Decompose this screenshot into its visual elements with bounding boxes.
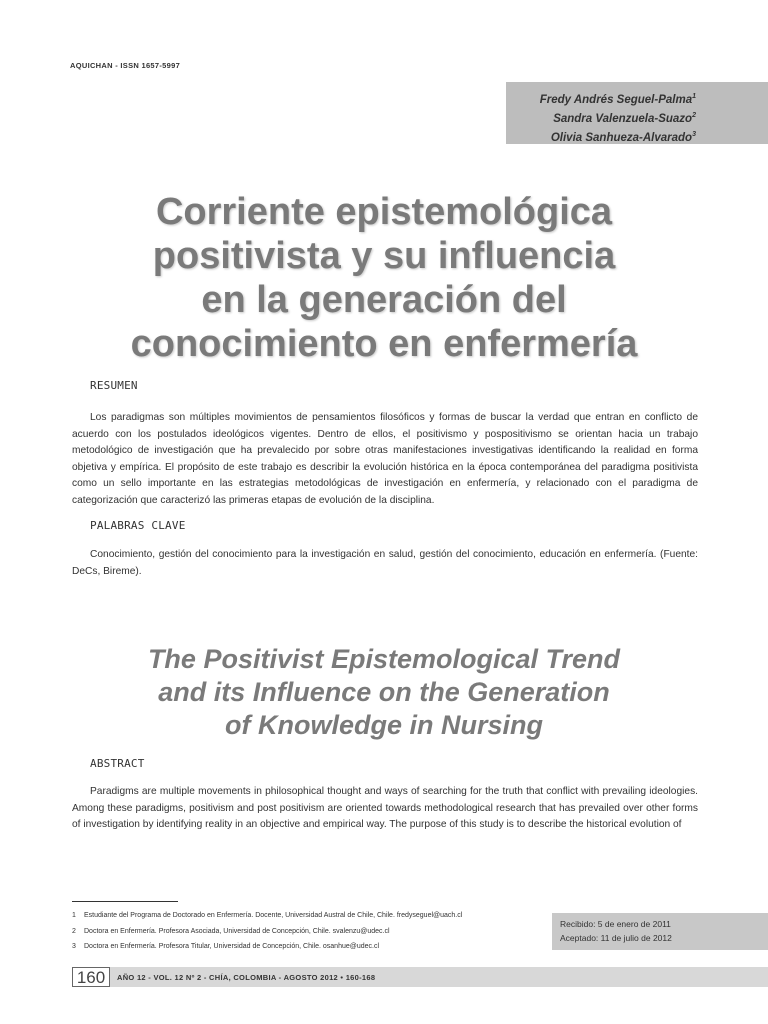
footnote: 1 Estudiante del Programa de Doctorado en Enfermería. Docente, Universidad Austral de Chile, Chile. fredyseguel@uach.cl (72, 912, 463, 919)
author-2: Sandra Valenzuela-Suazo$^2$ (553, 111, 696, 125)
footnote: 3 Doctora en Enfermería. Profesora Titular, Universidad de Concepción, Chile. osanhue@udec.cl (72, 943, 380, 950)
title-en-line: and its Influence on the Generation (158, 677, 610, 707)
title-es-line: Corriente epistemológica (155, 191, 613, 233)
title-en-line: of Knowledge in Nursing (225, 710, 543, 740)
resumen-label: RESUMEN (90, 379, 138, 392)
abstract-text: Paradigms are multiple movements in philosophical thought and ways of searching for the truth that conflict with prevailing ideologies. Among these paradigms, positivism and post positivism are oriented towards methodological research that has prevailed over other forms of investigation by identifying reality in an objective and empirical way. The purpose of this study is to describe the historical evolution of (72, 786, 698, 830)
journal-issn: AQUICHAN - ISSN 1657-5997 (70, 61, 181, 70)
author-list (540, 89, 696, 145)
keywords-text: Conocimiento, gestión del conocimiento para la investigación en salud, gestión del conocimiento, educación en enfermería. (Fuente: DeCs, Bireme). (72, 549, 698, 577)
title-english (72, 643, 696, 742)
footnote: 2 Doctora en Enfermería. Profesora Asociada, Universidad de Concepción, Chile. svalenzu@udec.cl (72, 927, 390, 935)
accepted-date: Aceptado: 11 de julio de 2012 (560, 932, 672, 943)
footnotes (72, 908, 542, 955)
title-es-line: positivista y su influencia (152, 235, 616, 277)
keywords-label: PALABRAS CLAVE (90, 519, 186, 532)
title-en-line: The Positivist Epistemological Trend (147, 644, 621, 674)
author-3: Olivia Sanhueza-Alvarado$^3$ (550, 130, 696, 144)
footnote-divider (72, 901, 178, 902)
title-es-line: conocimiento en enfermería (130, 323, 638, 365)
abstract-label: ABSTRACT (90, 757, 145, 770)
page-number: 160 (72, 967, 110, 987)
received-date: Recibido: 5 de enero de 2011 (560, 919, 671, 929)
author-1: Fredy Andrés Seguel-Palma$^1$ (539, 93, 696, 106)
title-spanish (72, 190, 696, 366)
footer-citation: AÑO 12 - VOL. 12 Nº 2 - CHÍA, COLOMBIA - AGOSTO 2012 • 160-168 (117, 973, 376, 982)
resumen-text: Los paradigmas son múltiples movimientos de pensamientos filosóficos y formas de buscar la verdad que entran en conflicto de acuerdo con los postulados ideológicos vigentes. Dentro de ellos, el positivismo y pospositivismo se orientan hacia un trabajo metodológico de investigación que ha prevalecido por sobre otras manifestaciones investigativas identificando la realidad en forma objetiva y empírica. El propósito de este trabajo es describir la evolución histórica en la época contemporánea del paradigma positivista como un sello importante en las estrategias metodológicas de investigación en enfermería, y relacionado con el paradigma de categorización que caracterizó las primeras etapas de evolución de la disciplina. (72, 412, 698, 506)
title-es-line: en la generación del (201, 279, 567, 321)
received-dates (560, 918, 672, 945)
